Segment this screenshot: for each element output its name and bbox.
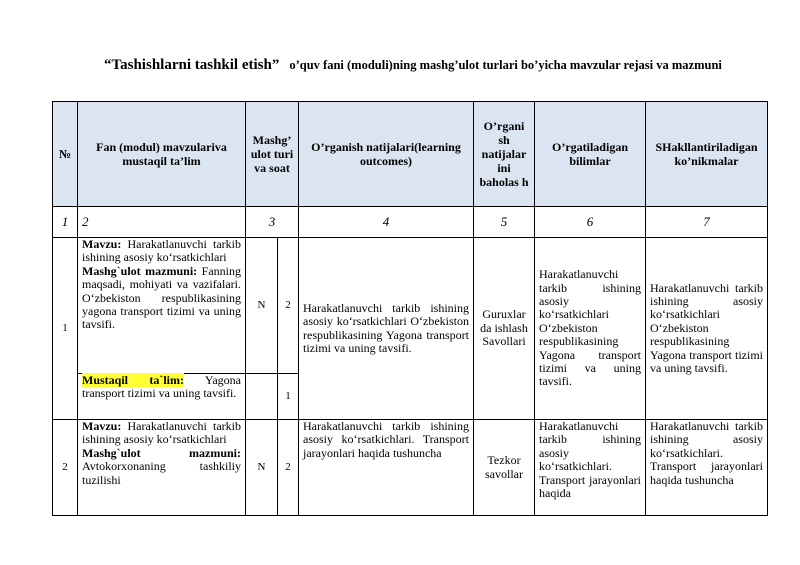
lesson-type: N (246, 238, 278, 374)
index-cell: 4 (299, 207, 474, 238)
self-study-text: Yagona transport tizimi va uning tavsifi. (82, 373, 241, 401)
topic-cell (78, 420, 246, 516)
self-study-hours: 1 (278, 374, 299, 420)
index-cell: 7 (646, 207, 768, 238)
assessment-cell: Guruxlar da ishlash Savollari (474, 238, 535, 420)
outcomes-cell: Harakatlanuvchi tarkib ishining asosiy ko‘rsatkichlari O‘zbekiston respublikasining Yagona transport tizimi va uning tavsifi. (299, 238, 474, 420)
lesson-hours: 2 (278, 420, 299, 516)
header-outcomes: O’rganish natijalari(learning outcomes) (299, 102, 474, 207)
header-knowledge: O’rgatiladigan bilimlar (535, 102, 646, 207)
row-number: 1 (53, 238, 78, 420)
self-study-type (246, 374, 278, 420)
skills-cell: Harakatlanuvchi tarkib ishining asosiy ko‘rsatkichlari. Transport jarayonlari haqida tushuncha (646, 420, 768, 516)
header-skills: SHakllantiriladigan ko’nikmalar (646, 102, 768, 207)
plan-subtitle: o’quv fani (moduli)ning mashg’ulot turlari bo’yicha mavzular rejasi va mazmuni (289, 58, 722, 72)
topic-label: Mavzu: (82, 419, 122, 433)
header-assessment: O’rgani sh natijalar ini baholas h (474, 102, 535, 207)
header-topics: Fan (modul) mavzulariva mustaqil ta’lim (78, 102, 246, 207)
lesson-hours: 2 (278, 238, 299, 374)
lesson-type: N (246, 420, 278, 516)
topic-label: Mavzu: (82, 237, 122, 251)
index-cell: 5 (474, 207, 535, 238)
assessment-cell: Tezkor savollar (474, 420, 535, 516)
index-row (53, 207, 768, 238)
row-number: 2 (53, 420, 78, 516)
content-label: Mashg`ulot mazmuni: (82, 263, 198, 278)
index-cell: 6 (535, 207, 646, 238)
knowledge-cell: Harakatlanuvchi tarkib ishining asosiy ko‘rsatkichlari. Transport jarayonlari haqida (535, 420, 646, 516)
header-row (53, 102, 768, 207)
table-row (53, 420, 768, 516)
topic-text: Harakatlanuvchi tarkib ishining asosiy ko‘rsatkichlari (82, 419, 241, 447)
index-cell: 3 (246, 207, 299, 238)
document-title (104, 56, 784, 74)
index-cell: 2 (78, 207, 246, 238)
outcomes-cell: Harakatlanuvchi tarkib ishining asosiy ko‘rsatkichlari. Transport jarayonlari haqida tushuncha (299, 420, 474, 516)
index-cell: 1 (53, 207, 78, 238)
content-text: Fanning maqsadi, mohiyati va vazifalari. O‘zbekiston respublikasining yagona transport tizimi va uning tavsifi. (82, 263, 242, 332)
topic-text: Harakatlanuvchi tarkib ishining asosiy ko‘rsatkichlari (82, 237, 241, 265)
self-study-cell (78, 374, 246, 420)
topic-cell (78, 238, 246, 374)
knowledge-cell: Harakatlanuvchi tarkib ishining asosiy ko‘rsatkichlari O‘zbekiston respublikasining Yagona transport tizimi va uning tavsifi. (535, 238, 646, 420)
header-no: № (53, 102, 78, 207)
topics-table (52, 101, 768, 516)
content-label: Mashg`ulot mazmuni: (82, 445, 241, 460)
table-row (53, 238, 768, 374)
content-text: Avtokorxonaning tashkiliy tuzilishi (82, 459, 241, 487)
course-title: “Tashishlarni tashkil etish” (104, 57, 280, 73)
self-study-label: Mustaqil ta`lim: (82, 373, 184, 387)
skills-cell: Harakatlanuvchi tarkib ishining asosiy ko‘rsatkichlari O‘zbekiston respublikasining Yagona transport tizimi va uning tavsifi. (646, 238, 768, 420)
header-hours: Mashg’ ulot turi va soat (246, 102, 299, 207)
